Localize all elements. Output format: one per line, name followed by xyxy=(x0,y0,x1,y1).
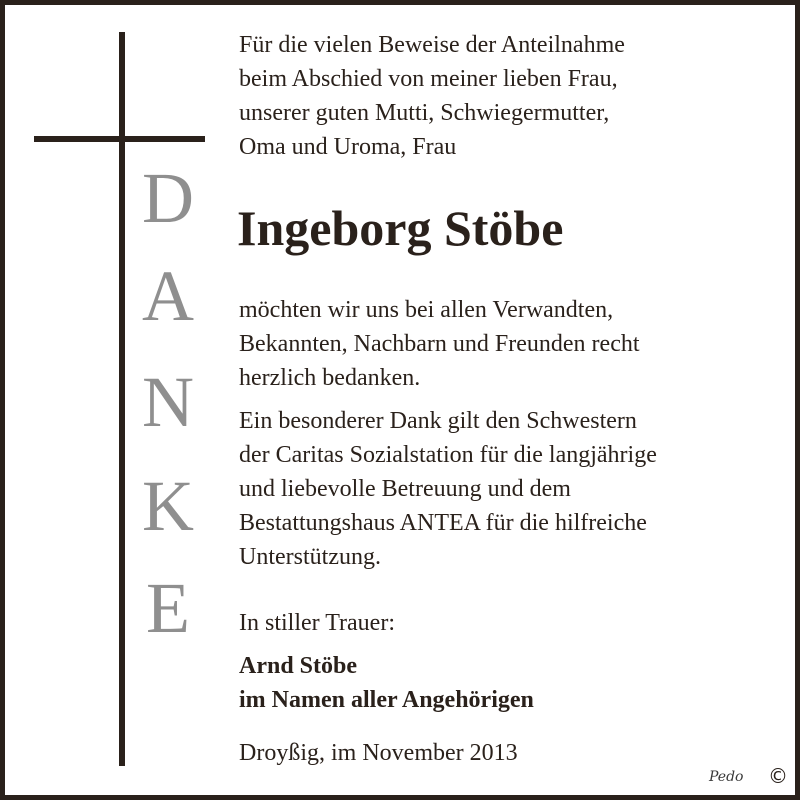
thanks-line: herzlich bedanken. xyxy=(239,365,421,391)
intro-text xyxy=(239,28,779,164)
danke-letter-k: K xyxy=(142,466,194,546)
place-date: Droyßig, im November 2013 xyxy=(239,740,518,766)
cross-horizontal-beam xyxy=(34,136,205,142)
signer-name: Arnd Stöbe xyxy=(239,653,358,679)
copyright-icon: © xyxy=(768,764,788,788)
special-thanks-text xyxy=(239,404,779,574)
special-thanks-line: und liebevolle Betreuung und dem xyxy=(239,476,571,502)
deceased-name: Ingeborg Stöbe xyxy=(237,200,564,256)
intro-line: Oma und Uroma, Frau xyxy=(239,134,457,160)
signer-block xyxy=(239,649,779,717)
special-thanks-line: der Caritas Sozialstation für die langjährige xyxy=(239,442,657,468)
danke-letter-n: N xyxy=(142,362,194,442)
danke-letter-a: A xyxy=(142,256,194,336)
thanks-text xyxy=(239,293,779,395)
special-thanks-line: Ein besonderer Dank gilt den Schwestern xyxy=(239,408,637,434)
thanks-line: möchten wir uns bei allen Verwandten, xyxy=(239,297,614,323)
artist-signature: Pedo xyxy=(709,769,744,785)
intro-line: unserer guten Mutti, Schwiegermutter, xyxy=(239,100,610,126)
signer-note: im Namen aller Angehörigen xyxy=(239,687,534,713)
mourning-label: In stiller Trauer: xyxy=(239,610,395,636)
special-thanks-line: Unterstützung. xyxy=(239,544,381,570)
special-thanks-line: Bestattungshaus ANTEA für die hilfreiche xyxy=(239,510,647,536)
danke-letter-d: D xyxy=(142,158,194,238)
intro-line: beim Abschied von meiner lieben Frau, xyxy=(239,66,618,92)
cross-vertical-beam xyxy=(119,32,125,766)
thanks-line: Bekannten, Nachbarn und Freunden recht xyxy=(239,331,640,357)
intro-line: Für die vielen Beweise der Anteilnahme xyxy=(239,32,625,58)
danke-letter-e: E xyxy=(146,568,190,648)
